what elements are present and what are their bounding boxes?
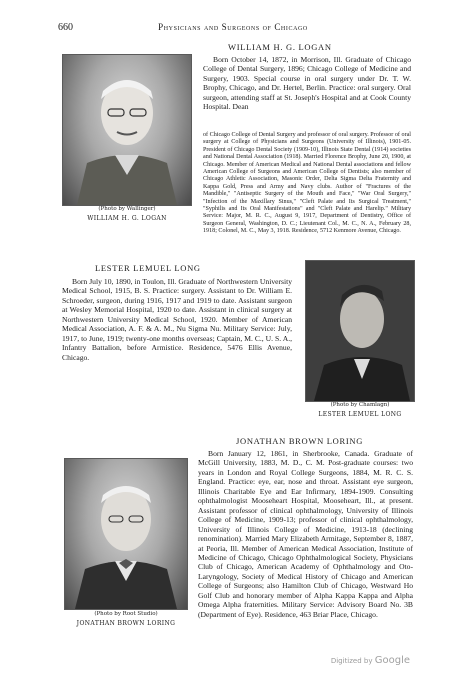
loring-portrait-block (64, 458, 188, 638)
page-number: 660 (58, 22, 73, 33)
long-name: LESTER LEMUEL LONG (95, 263, 201, 273)
running-title: Physicians and Surgeons of Chicago (158, 22, 308, 32)
logan-photo-credit: (Photo by Wallinger) (98, 206, 156, 212)
loring-name: JONATHAN BROWN LORING (236, 436, 364, 446)
long-portrait-block (305, 260, 415, 428)
long-bio: Born July 10, 1890, in Toulon, Ill. Graduate of Northwestern University Medical School, 1915, B. S. Practice: surgery. Assistant to Dr. William E. Schroeder, surgeon, during 1916, 1917 and 1919 to date. Assistant surgeon at Wesley Memorial Hospital, 1920 to date. Assistant in clinical surgery at Northwestern University Medical School, 1920. Member of American Medical Association, A. F. & A. M., Nu Sigma Nu. Military Service: July, 1917, to June, 1919; twenty-one months overseas; Captain, M. C., U. S. A., Infantry Battalion, before Armistice. Residence, 5476 Ellis Avenue, Chicago. (62, 277, 292, 362)
loring-portrait-photo (64, 458, 188, 610)
page-header (58, 22, 408, 36)
long-photo-credit: (Photo by Chamlagn) (330, 402, 390, 408)
watermark-brand: Google (374, 655, 410, 666)
logan-bio: Born October 14, 1872, in Morrison, Ill. Graduate of Chicago College of Dental Surgery, 1896; Chicago College of Medicine and Surgery, 1903. Special course in oral surgery under Dr. T. W. Brophy, Chicago, and Dr. Hertel, Berlin. Practice: oral surgery. Oral surgeon, attending staff at St. Joseph's Hospital and at Cook County Hospital. Dean (203, 55, 411, 112)
logan-portrait-block (62, 54, 192, 242)
logan-portrait-photo (62, 54, 192, 206)
logan-caption: WILLIAM H. G. LOGAN (87, 215, 167, 222)
watermark-prefix: Digitized by (330, 657, 373, 665)
loring-bio: Born January 12, 1861, in Sherbrooke, Canada. Graduate of McGill University, 1883, M. D., C. M. Post-graduate courses: two years in London and Royal College Surgeons, 1884, M. R. C. S. England. Practice: eye, ear, nose and throat. Assistant eye surgeon, Illinois Charitable Eye and Ear Infirmary, 1894-1909. Consulting ophthalmologist Mooseheart Hospital, Mooseheart, Ill., at present. Assistant professor of clinical ophthalmology, University of Illinois College of Medicine, 1909-13; professor of clinical ophthalmology, University of Illinois College of Medicine, 1913-18 (declining renomination). Married Mary Elizabeth Armitage, September 8, 1887, at Peoria, Ill. Member of American Medical Association, Institute of Medicine of Chicago, Chicago Ophthalmological Society, Physicians Club of Chicago, American Academy of Ophthalmology and Oto-Laryngology, Society of Medical History of Chicago and American College of Surgeons; also Hamilton Club of Chicago, Westward Ho Golf Club and honorary member of Alpha Kappa Kappa and Alpha Omega Alpha fraternities. Military Service: Advisory Board No. 3B (Department of Eye). Residence, 463 Briar Place, Chicago. (198, 449, 413, 619)
logan-name: WILLIAM H. G. LOGAN (228, 42, 332, 52)
long-portrait-photo (305, 260, 415, 402)
loring-photo-credit: (Photo by Root Studio) (94, 611, 158, 617)
digitized-watermark (331, 655, 410, 666)
logan-bio-continued: of Chicago College of Dental Surgery and professor of oral surgery. Professor of oral surgery at College of Physicians and Surgeons (University of Illinois), 1901-05. President of Chicago Dental Society (1909-10), Illinois State Dental (1914) societies and National Dental Association (1918). Married Florence Brophy, June 20, 1900, at Chicago. Member of American Medical and National Dental associations and fellow American College of Surgeons and American College of Dentists; also member of Chicago Athletic Association, Masonic Order, Delta Sigma Delta Fraternity and Kappa Gold, Press and Army and Navy clubs. Author of "Fractures of the Mandible," "Antiseptic Surgery of the Mouth and Face," "War Oral Surgery," "Infection of the Maxillary Sinus," "Cleft Palate and Its Surgical Treatment," "Syphilis and Its Oral Manifestations" and "Cleft Palate and Harelip." Military Service: Major, M. R. C., August 9, 1917, Department of Dentistry, Office of Surgeon General, Washington, D. C.; Lieutenant Col., M. C., N. A., February 28, 1918; Colonel, M. C., May 3, 1918. Residence, 5712 Kenmore Avenue, Chicago. (203, 132, 411, 235)
long-caption: LESTER LEMUEL LONG (318, 411, 402, 418)
loring-caption: JONATHAN BROWN LORING (76, 620, 176, 627)
